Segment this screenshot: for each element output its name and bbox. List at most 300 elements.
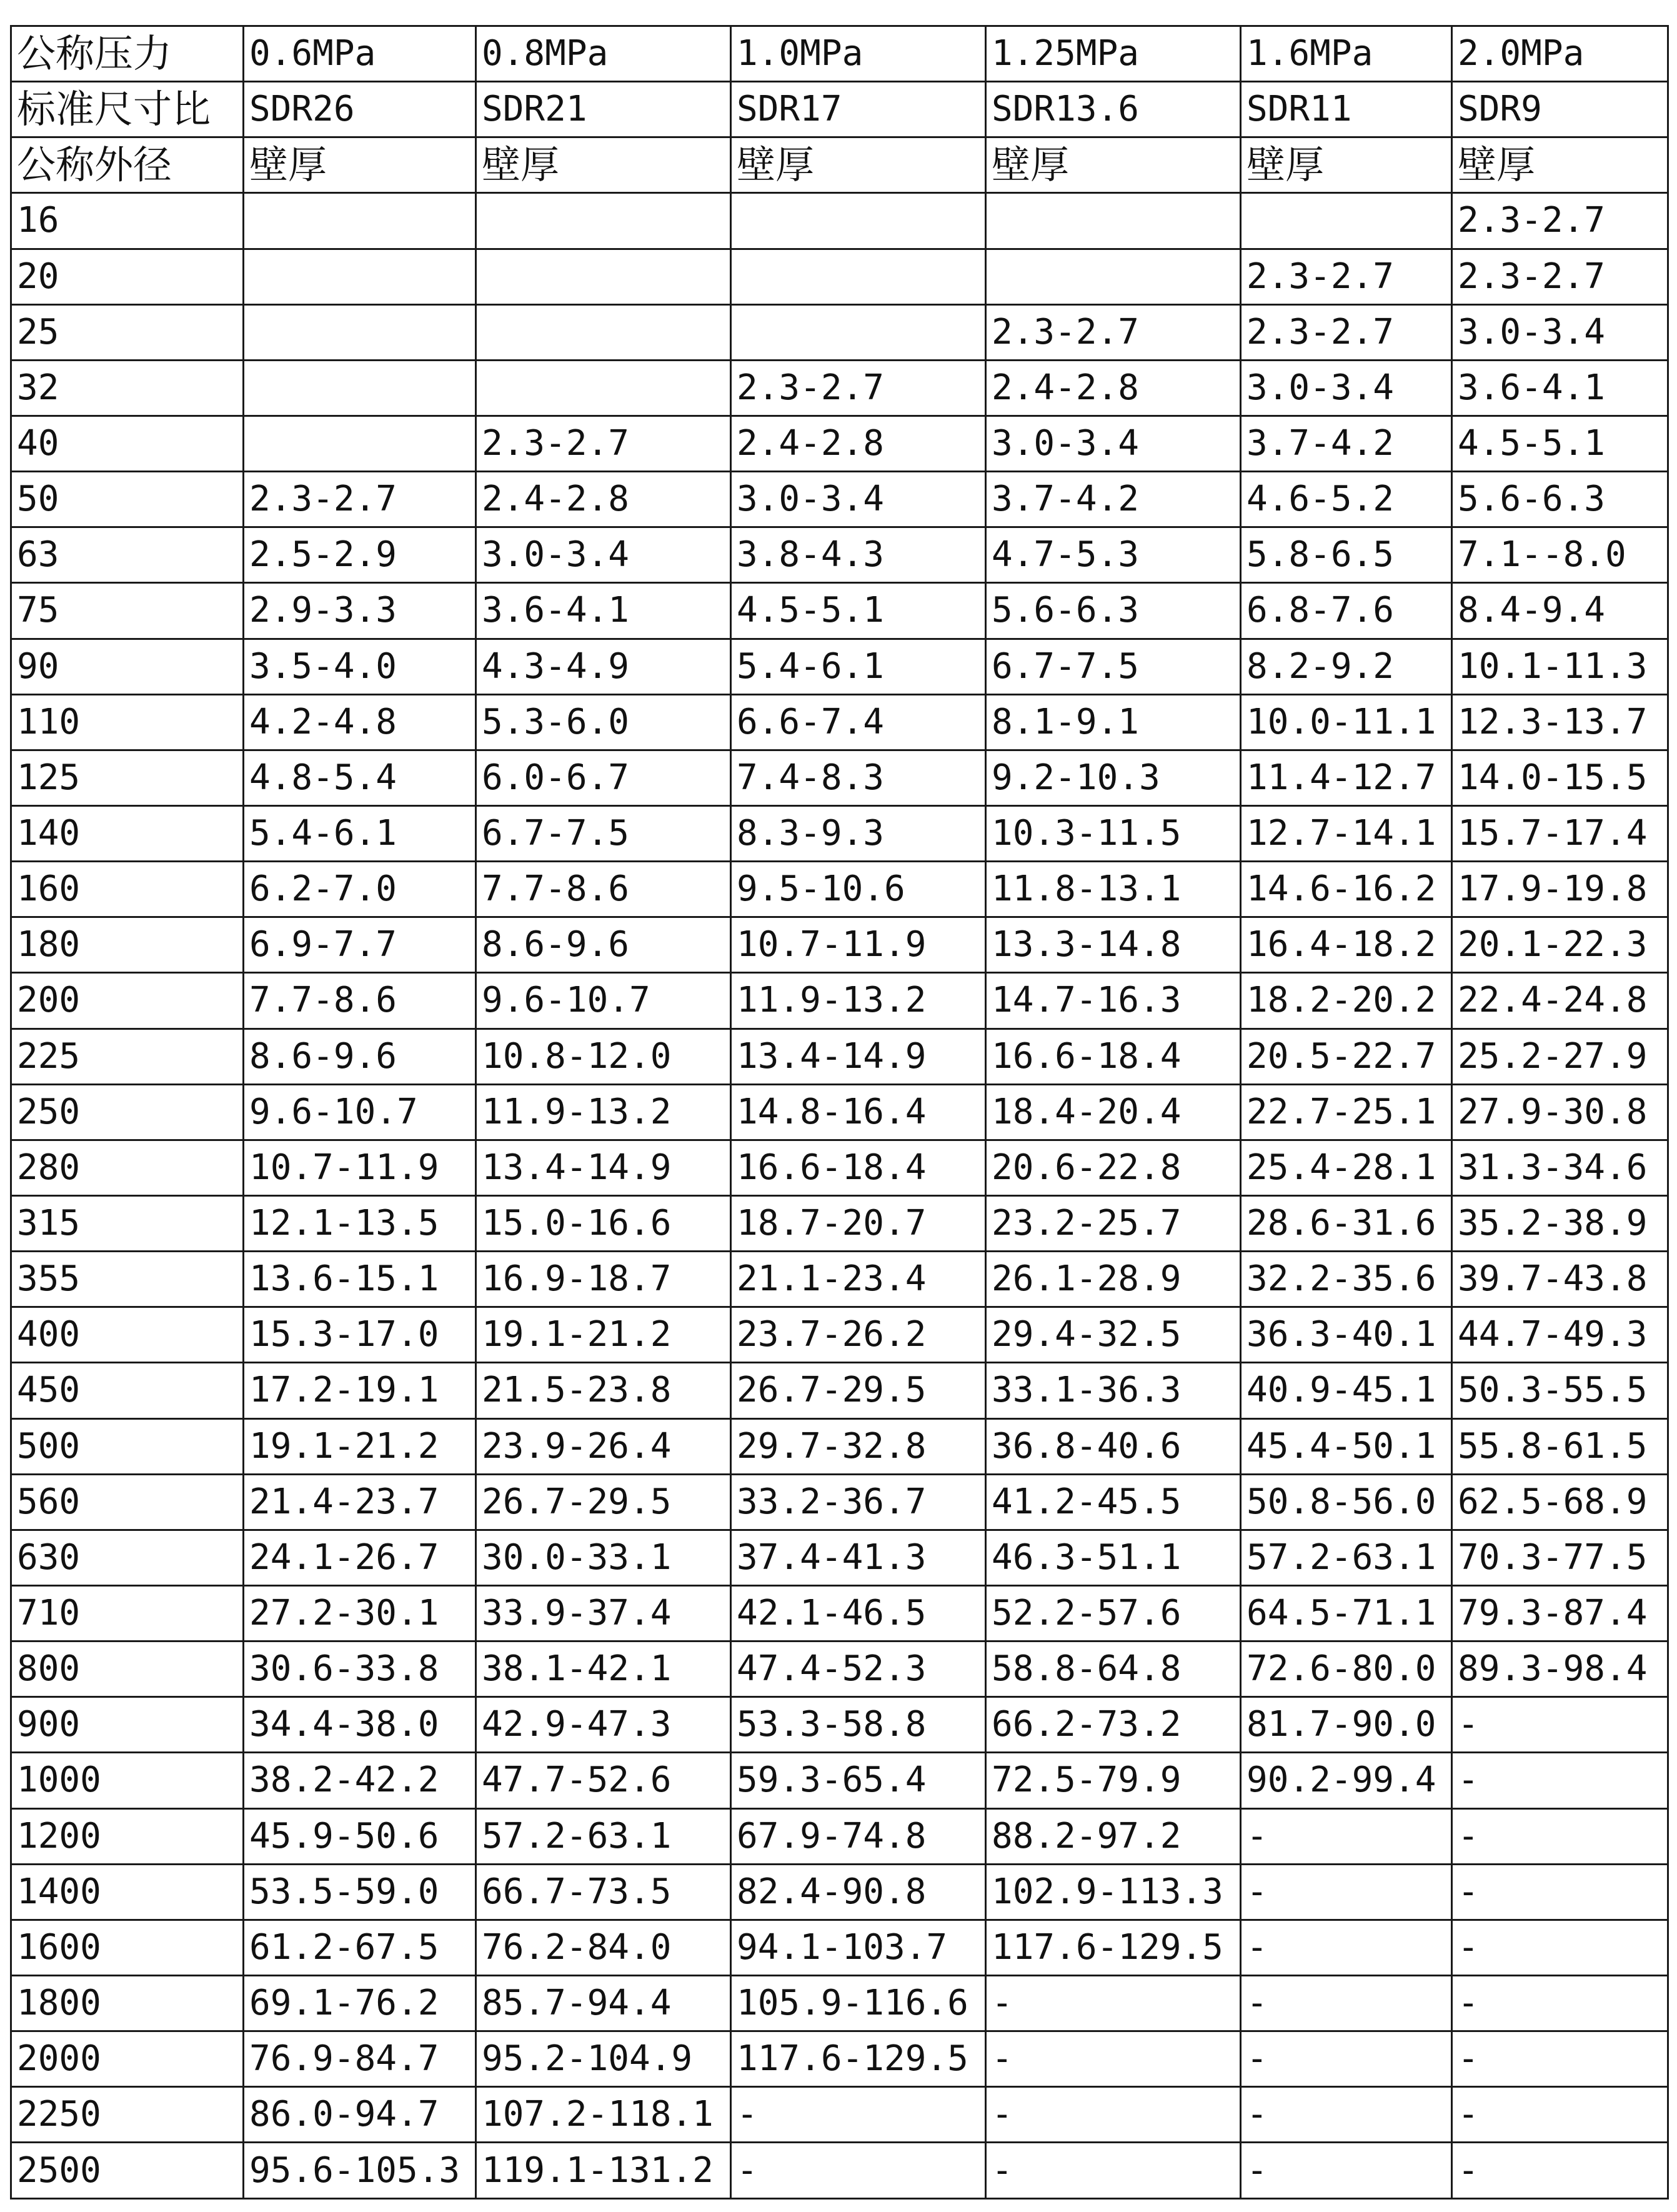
column-header-cell: 壁厚 (986, 137, 1241, 193)
outer-diameter-cell: 63 (11, 527, 244, 583)
wall-thickness-cell: 29.4-32.5 (986, 1307, 1241, 1363)
outer-diameter-cell: 630 (11, 1530, 244, 1585)
wall-thickness-cell: 5.4-6.1 (731, 639, 986, 694)
wall-thickness-cell: 4.8-5.4 (244, 750, 476, 805)
wall-thickness-cell: 6.2-7.0 (244, 862, 476, 917)
wall-thickness-cell: - (1452, 1808, 1668, 1864)
wall-thickness-cell: 53.5-59.0 (244, 1864, 476, 1920)
wall-thickness-cell: 2.3-2.7 (1241, 249, 1452, 304)
table-row (11, 862, 1668, 917)
wall-thickness-cell: - (986, 2031, 1241, 2087)
wall-thickness-cell: 2.3-2.7 (1241, 304, 1452, 360)
wall-thickness-cell: 105.9-116.6 (731, 1975, 986, 2031)
wall-thickness-cell: 8.1-9.1 (986, 694, 1241, 750)
column-header-cell: 0.6MPa (244, 26, 476, 82)
wall-thickness-cell: 26.7-29.5 (476, 1474, 731, 1530)
wall-thickness-cell: 14.7-16.3 (986, 973, 1241, 1029)
table-row (11, 1530, 1668, 1585)
wall-thickness-cell (244, 193, 476, 249)
wall-thickness-cell: 9.6-10.7 (476, 973, 731, 1029)
table-row (11, 1864, 1668, 1920)
wall-thickness-cell: 33.9-37.4 (476, 1585, 731, 1641)
table-row (11, 1195, 1668, 1251)
column-header-cell: 壁厚 (1241, 137, 1452, 193)
wall-thickness-cell: 25.2-27.9 (1452, 1029, 1668, 1084)
outer-diameter-cell: 32 (11, 360, 244, 416)
wall-thickness-cell: 8.6-9.6 (476, 917, 731, 973)
wall-thickness-cell: 29.7-32.8 (731, 1418, 986, 1474)
wall-thickness-cell: 76.9-84.7 (244, 2031, 476, 2087)
wall-thickness-cell: 3.0-3.4 (1241, 360, 1452, 416)
wall-thickness-cell: 88.2-97.2 (986, 1808, 1241, 1864)
wall-thickness-cell: 4.2-4.8 (244, 694, 476, 750)
wall-thickness-cell: 89.3-98.4 (1452, 1642, 1668, 1697)
wall-thickness-cell: 47.4-52.3 (731, 1642, 986, 1697)
table-row (11, 1642, 1668, 1697)
wall-thickness-cell: 107.2-118.1 (476, 2087, 731, 2143)
table-row (11, 1140, 1668, 1195)
wall-thickness-cell (1241, 193, 1452, 249)
wall-thickness-cell: 26.7-29.5 (731, 1363, 986, 1418)
table-body (11, 26, 1668, 2199)
table-row (11, 1418, 1668, 1474)
wall-thickness-cell: 5.6-6.3 (1452, 472, 1668, 527)
wall-thickness-cell (244, 360, 476, 416)
wall-thickness-cell: 3.7-4.2 (1241, 416, 1452, 471)
wall-thickness-cell (244, 249, 476, 304)
wall-thickness-cell: 12.3-13.7 (1452, 694, 1668, 750)
wall-thickness-cell: 7.4-8.3 (731, 750, 986, 805)
wall-thickness-cell: 26.1-28.9 (986, 1252, 1241, 1307)
wall-thickness-cell: 4.5-5.1 (731, 583, 986, 639)
outer-diameter-cell: 1200 (11, 1808, 244, 1864)
wall-thickness-cell: 59.3-65.4 (731, 1753, 986, 1808)
outer-diameter-cell: 355 (11, 1252, 244, 1307)
table-row (11, 1753, 1668, 1808)
column-header-cell: 1.6MPa (1241, 26, 1452, 82)
wall-thickness-cell: 2.3-2.7 (476, 416, 731, 471)
outer-diameter-cell: 1800 (11, 1975, 244, 2031)
table-row (11, 416, 1668, 471)
wall-thickness-cell: 8.3-9.3 (731, 805, 986, 861)
wall-thickness-cell: 25.4-28.1 (1241, 1140, 1452, 1195)
wall-thickness-cell: 57.2-63.1 (476, 1808, 731, 1864)
wall-thickness-cell: 4.6-5.2 (1241, 472, 1452, 527)
wall-thickness-cell: - (986, 1975, 1241, 2031)
wall-thickness-cell: 3.6-4.1 (1452, 360, 1668, 416)
wall-thickness-cell: 2.3-2.7 (1452, 249, 1668, 304)
wall-thickness-cell: - (1241, 1975, 1452, 2031)
outer-diameter-cell: 200 (11, 973, 244, 1029)
table-row (11, 973, 1668, 1029)
wall-thickness-cell: 7.7-8.6 (244, 973, 476, 1029)
wall-thickness-cell: 39.7-43.8 (1452, 1252, 1668, 1307)
column-header-cell: 壁厚 (1452, 137, 1668, 193)
wall-thickness-cell: 38.2-42.2 (244, 1753, 476, 1808)
wall-thickness-cell: 27.2-30.1 (244, 1585, 476, 1641)
table-row (11, 750, 1668, 805)
wall-thickness-cell (731, 304, 986, 360)
wall-thickness-cell: 22.7-25.1 (1241, 1084, 1452, 1140)
wall-thickness-cell: 46.3-51.1 (986, 1530, 1241, 1585)
wall-thickness-cell: 6.9-7.7 (244, 917, 476, 973)
table-row (11, 1920, 1668, 1975)
wall-thickness-cell: 23.7-26.2 (731, 1307, 986, 1363)
wall-thickness-cell: - (1241, 2031, 1452, 2087)
table-row (11, 1307, 1668, 1363)
wall-thickness-cell: - (731, 2143, 986, 2199)
wall-thickness-cell: 10.8-12.0 (476, 1029, 731, 1084)
wall-thickness-cell: 45.9-50.6 (244, 1808, 476, 1864)
wall-thickness-cell: 13.4-14.9 (731, 1029, 986, 1084)
wall-thickness-cell: 28.6-31.6 (1241, 1195, 1452, 1251)
wall-thickness-cell: 10.1-11.3 (1452, 639, 1668, 694)
wall-thickness-cell: 15.7-17.4 (1452, 805, 1668, 861)
outer-diameter-cell: 50 (11, 472, 244, 527)
outer-diameter-cell: 900 (11, 1697, 244, 1753)
wall-thickness-cell: 2.5-2.9 (244, 527, 476, 583)
wall-thickness-cell: 8.6-9.6 (244, 1029, 476, 1084)
wall-thickness-cell: 18.2-20.2 (1241, 973, 1452, 1029)
outer-diameter-cell: 250 (11, 1084, 244, 1140)
table-row (11, 2143, 1668, 2199)
wall-thickness-cell: 22.4-24.8 (1452, 973, 1668, 1029)
wall-thickness-cell: - (1241, 1920, 1452, 1975)
wall-thickness-cell: 57.2-63.1 (1241, 1530, 1452, 1585)
wall-thickness-cell: 6.8-7.6 (1241, 583, 1452, 639)
wall-thickness-cell: 3.0-3.4 (986, 416, 1241, 471)
wall-thickness-cell: 30.0-33.1 (476, 1530, 731, 1585)
wall-thickness-cell: - (986, 2087, 1241, 2143)
wall-thickness-cell: 11.4-12.7 (1241, 750, 1452, 805)
row-header-cell: 公称外径 (11, 137, 244, 193)
table-row (11, 1697, 1668, 1753)
wall-thickness-cell: - (1452, 1697, 1668, 1753)
column-header-cell: 1.25MPa (986, 26, 1241, 82)
wall-thickness-cell: 2.4-2.8 (476, 472, 731, 527)
table-row (11, 917, 1668, 973)
wall-thickness-cell: 2.4-2.8 (731, 416, 986, 471)
wall-thickness-cell (986, 249, 1241, 304)
header-row-pressure (11, 26, 1668, 82)
wall-thickness-cell (244, 304, 476, 360)
wall-thickness-cell: 24.1-26.7 (244, 1530, 476, 1585)
wall-thickness-cell (476, 193, 731, 249)
column-header-cell: SDR11 (1241, 82, 1452, 137)
table-row (11, 249, 1668, 304)
wall-thickness-cell: 72.5-79.9 (986, 1753, 1241, 1808)
column-header-cell: 2.0MPa (1452, 26, 1668, 82)
wall-thickness-cell: - (1241, 2143, 1452, 2199)
wall-thickness-cell: 21.1-23.4 (731, 1252, 986, 1307)
wall-thickness-cell: 8.2-9.2 (1241, 639, 1452, 694)
outer-diameter-cell: 180 (11, 917, 244, 973)
wall-thickness-cell: 41.2-45.5 (986, 1474, 1241, 1530)
outer-diameter-cell: 125 (11, 750, 244, 805)
wall-thickness-cell: 17.2-19.1 (244, 1363, 476, 1418)
wall-thickness-cell: 20.1-22.3 (1452, 917, 1668, 973)
wall-thickness-cell: 36.3-40.1 (1241, 1307, 1452, 1363)
outer-diameter-cell: 800 (11, 1642, 244, 1697)
wall-thickness-cell: 9.2-10.3 (986, 750, 1241, 805)
wall-thickness-cell: 12.1-13.5 (244, 1195, 476, 1251)
wall-thickness-cell: 69.1-76.2 (244, 1975, 476, 2031)
outer-diameter-cell: 450 (11, 1363, 244, 1418)
wall-thickness-cell: - (1452, 1864, 1668, 1920)
wall-thickness-cell: - (731, 2087, 986, 2143)
wall-thickness-cell: 3.0-3.4 (476, 527, 731, 583)
table-row (11, 2031, 1668, 2087)
wall-thickness-cell (476, 249, 731, 304)
wall-thickness-cell: 52.2-57.6 (986, 1585, 1241, 1641)
wall-thickness-cell: - (1452, 1975, 1668, 2031)
table-row (11, 360, 1668, 416)
outer-diameter-cell: 2500 (11, 2143, 244, 2199)
wall-thickness-cell: 16.6-18.4 (731, 1140, 986, 1195)
wall-thickness-cell: 2.3-2.7 (244, 472, 476, 527)
wall-thickness-cell: 72.6-80.0 (1241, 1642, 1452, 1697)
wall-thickness-cell: 3.0-3.4 (731, 472, 986, 527)
wall-thickness-cell: 10.7-11.9 (244, 1140, 476, 1195)
wall-thickness-cell: 85.7-94.4 (476, 1975, 731, 2031)
wall-thickness-cell: 45.4-50.1 (1241, 1418, 1452, 1474)
table-row (11, 1975, 1668, 2031)
wall-thickness-cell: 19.1-21.2 (476, 1307, 731, 1363)
wall-thickness-cell: - (1241, 1808, 1452, 1864)
wall-thickness-cell: 3.6-4.1 (476, 583, 731, 639)
wall-thickness-cell: - (1452, 1920, 1668, 1975)
wall-thickness-cell: 35.2-38.9 (1452, 1195, 1668, 1251)
wall-thickness-cell: 42.9-47.3 (476, 1697, 731, 1753)
wall-thickness-cell: 15.0-16.6 (476, 1195, 731, 1251)
column-header-cell: SDR9 (1452, 82, 1668, 137)
wall-thickness-cell: 66.2-73.2 (986, 1697, 1241, 1753)
outer-diameter-cell: 25 (11, 304, 244, 360)
outer-diameter-cell: 90 (11, 639, 244, 694)
wall-thickness-cell: 86.0-94.7 (244, 2087, 476, 2143)
wall-thickness-cell: 10.7-11.9 (731, 917, 986, 973)
wall-thickness-cell: 18.7-20.7 (731, 1195, 986, 1251)
table-row (11, 1363, 1668, 1418)
table-row (11, 583, 1668, 639)
row-header-cell: 公称压力 (11, 26, 244, 82)
wall-thickness-cell: 11.9-13.2 (731, 973, 986, 1029)
wall-thickness-cell: 13.4-14.9 (476, 1140, 731, 1195)
wall-thickness-cell: 6.0-6.7 (476, 750, 731, 805)
wall-thickness-cell: 23.2-25.7 (986, 1195, 1241, 1251)
wall-thickness-cell: 32.2-35.6 (1241, 1252, 1452, 1307)
table-row (11, 1585, 1668, 1641)
wall-thickness-cell: 95.2-104.9 (476, 2031, 731, 2087)
wall-thickness-cell: 12.7-14.1 (1241, 805, 1452, 861)
table-row (11, 1084, 1668, 1140)
wall-thickness-cell: 90.2-99.4 (1241, 1753, 1452, 1808)
column-header-cell: 1.0MPa (731, 26, 986, 82)
table-row (11, 2087, 1668, 2143)
pipe-wall-thickness-table (10, 25, 1669, 2200)
wall-thickness-cell: 31.3-34.6 (1452, 1140, 1668, 1195)
table-row (11, 1808, 1668, 1864)
wall-thickness-cell: 38.1-42.1 (476, 1642, 731, 1697)
column-header-cell: SDR17 (731, 82, 986, 137)
outer-diameter-cell: 16 (11, 193, 244, 249)
wall-thickness-cell: 33.1-36.3 (986, 1363, 1241, 1418)
wall-thickness-cell: 14.0-15.5 (1452, 750, 1668, 805)
wall-thickness-cell: 95.6-105.3 (244, 2143, 476, 2199)
wall-thickness-cell: 67.9-74.8 (731, 1808, 986, 1864)
wall-thickness-cell: 5.8-6.5 (1241, 527, 1452, 583)
wall-thickness-cell: 62.5-68.9 (1452, 1474, 1668, 1530)
wall-thickness-cell: - (1452, 2087, 1668, 2143)
table-row (11, 304, 1668, 360)
table-row (11, 805, 1668, 861)
wall-thickness-cell: 13.3-14.8 (986, 917, 1241, 973)
wall-thickness-cell: 6.7-7.5 (986, 639, 1241, 694)
wall-thickness-cell: - (1241, 2087, 1452, 2143)
column-header-cell: SDR26 (244, 82, 476, 137)
outer-diameter-cell: 315 (11, 1195, 244, 1251)
wall-thickness-cell: 3.7-4.2 (986, 472, 1241, 527)
outer-diameter-cell: 40 (11, 416, 244, 471)
wall-thickness-cell: - (1452, 2031, 1668, 2087)
wall-thickness-cell: 40.9-45.1 (1241, 1363, 1452, 1418)
column-header-cell: SDR13.6 (986, 82, 1241, 137)
wall-thickness-cell: 16.6-18.4 (986, 1029, 1241, 1084)
wall-thickness-cell: 117.6-129.5 (731, 2031, 986, 2087)
wall-thickness-cell: 9.6-10.7 (244, 1084, 476, 1140)
table-row (11, 472, 1668, 527)
wall-thickness-cell: 50.8-56.0 (1241, 1474, 1452, 1530)
wall-thickness-cell: 17.9-19.8 (1452, 862, 1668, 917)
outer-diameter-cell: 225 (11, 1029, 244, 1084)
wall-thickness-cell: 2.4-2.8 (986, 360, 1241, 416)
wall-thickness-cell: 14.6-16.2 (1241, 862, 1452, 917)
wall-thickness-cell: 21.5-23.8 (476, 1363, 731, 1418)
wall-thickness-cell: 8.4-9.4 (1452, 583, 1668, 639)
wall-thickness-cell: 20.6-22.8 (986, 1140, 1241, 1195)
wall-thickness-cell: - (1452, 1753, 1668, 1808)
outer-diameter-cell: 560 (11, 1474, 244, 1530)
outer-diameter-cell: 1000 (11, 1753, 244, 1808)
wall-thickness-cell: 7.1--8.0 (1452, 527, 1668, 583)
wall-thickness-cell: 94.1-103.7 (731, 1920, 986, 1975)
wall-thickness-cell (476, 304, 731, 360)
column-header-cell: 壁厚 (476, 137, 731, 193)
wall-thickness-cell: 6.7-7.5 (476, 805, 731, 861)
wall-thickness-cell: 20.5-22.7 (1241, 1029, 1452, 1084)
wall-thickness-cell (731, 249, 986, 304)
wall-thickness-cell: 10.0-11.1 (1241, 694, 1452, 750)
outer-diameter-cell: 400 (11, 1307, 244, 1363)
table-row (11, 639, 1668, 694)
outer-diameter-cell: 1400 (11, 1864, 244, 1920)
wall-thickness-cell: 119.1-131.2 (476, 2143, 731, 2199)
wall-thickness-cell: 55.8-61.5 (1452, 1418, 1668, 1474)
wall-thickness-cell: 3.5-4.0 (244, 639, 476, 694)
wall-thickness-cell: 4.7-5.3 (986, 527, 1241, 583)
wall-thickness-cell: 19.1-21.2 (244, 1418, 476, 1474)
outer-diameter-cell: 280 (11, 1140, 244, 1195)
outer-diameter-cell: 2250 (11, 2087, 244, 2143)
wall-thickness-cell: 117.6-129.5 (986, 1920, 1241, 1975)
wall-thickness-cell: 3.8-4.3 (731, 527, 986, 583)
wall-thickness-cell: 36.8-40.6 (986, 1418, 1241, 1474)
wall-thickness-cell: 15.3-17.0 (244, 1307, 476, 1363)
table-row (11, 694, 1668, 750)
wall-thickness-cell: 11.9-13.2 (476, 1084, 731, 1140)
outer-diameter-cell: 140 (11, 805, 244, 861)
table-row (11, 1029, 1668, 1084)
row-header-cell: 标准尺寸比 (11, 82, 244, 137)
wall-thickness-cell (476, 360, 731, 416)
wall-thickness-cell: 14.8-16.4 (731, 1084, 986, 1140)
wall-thickness-cell: 11.8-13.1 (986, 862, 1241, 917)
wall-thickness-cell: 79.3-87.4 (1452, 1585, 1668, 1641)
wall-thickness-cell: 30.6-33.8 (244, 1642, 476, 1697)
wall-thickness-cell: 34.4-38.0 (244, 1697, 476, 1753)
wall-thickness-cell: 2.9-3.3 (244, 583, 476, 639)
wall-thickness-cell (986, 193, 1241, 249)
outer-diameter-cell: 110 (11, 694, 244, 750)
wall-thickness-cell: - (986, 2143, 1241, 2199)
wall-thickness-cell: 70.3-77.5 (1452, 1530, 1668, 1585)
wall-thickness-cell: - (1452, 2143, 1668, 2199)
wall-thickness-cell: 66.7-73.5 (476, 1864, 731, 1920)
wall-thickness-cell: 58.8-64.8 (986, 1642, 1241, 1697)
outer-diameter-cell: 160 (11, 862, 244, 917)
wall-thickness-cell: 82.4-90.8 (731, 1864, 986, 1920)
wall-thickness-cell: 7.7-8.6 (476, 862, 731, 917)
outer-diameter-cell: 500 (11, 1418, 244, 1474)
table-row (11, 193, 1668, 249)
wall-thickness-cell: 13.6-15.1 (244, 1252, 476, 1307)
wall-thickness-cell: 44.7-49.3 (1452, 1307, 1668, 1363)
wall-thickness-cell: 102.9-113.3 (986, 1864, 1241, 1920)
table-row (11, 527, 1668, 583)
wall-thickness-cell: 23.9-26.4 (476, 1418, 731, 1474)
wall-thickness-cell: - (1241, 1864, 1452, 1920)
wall-thickness-cell: 5.3-6.0 (476, 694, 731, 750)
wall-thickness-cell: 3.0-3.4 (1452, 304, 1668, 360)
wall-thickness-cell: 2.3-2.7 (986, 304, 1241, 360)
wall-thickness-cell: 33.2-36.7 (731, 1474, 986, 1530)
table-row (11, 1252, 1668, 1307)
column-header-cell: 壁厚 (731, 137, 986, 193)
wall-thickness-cell: 4.5-5.1 (1452, 416, 1668, 471)
column-header-cell: SDR21 (476, 82, 731, 137)
wall-thickness-cell: 5.6-6.3 (986, 583, 1241, 639)
wall-thickness-cell: 42.1-46.5 (731, 1585, 986, 1641)
wall-thickness-cell: 53.3-58.8 (731, 1697, 986, 1753)
header-row-wall-thickness (11, 137, 1668, 193)
table-row (11, 1474, 1668, 1530)
wall-thickness-cell: 21.4-23.7 (244, 1474, 476, 1530)
wall-thickness-cell: 2.3-2.7 (731, 360, 986, 416)
header-row-sdr (11, 82, 1668, 137)
wall-thickness-cell (731, 193, 986, 249)
wall-thickness-cell: 9.5-10.6 (731, 862, 986, 917)
outer-diameter-cell: 20 (11, 249, 244, 304)
wall-thickness-cell (244, 416, 476, 471)
wall-thickness-cell: 81.7-90.0 (1241, 1697, 1452, 1753)
outer-diameter-cell: 1600 (11, 1920, 244, 1975)
wall-thickness-cell: 47.7-52.6 (476, 1753, 731, 1808)
wall-thickness-cell: 6.6-7.4 (731, 694, 986, 750)
wall-thickness-cell: 16.9-18.7 (476, 1252, 731, 1307)
wall-thickness-cell: 50.3-55.5 (1452, 1363, 1668, 1418)
wall-thickness-cell: 76.2-84.0 (476, 1920, 731, 1975)
wall-thickness-cell: 18.4-20.4 (986, 1084, 1241, 1140)
